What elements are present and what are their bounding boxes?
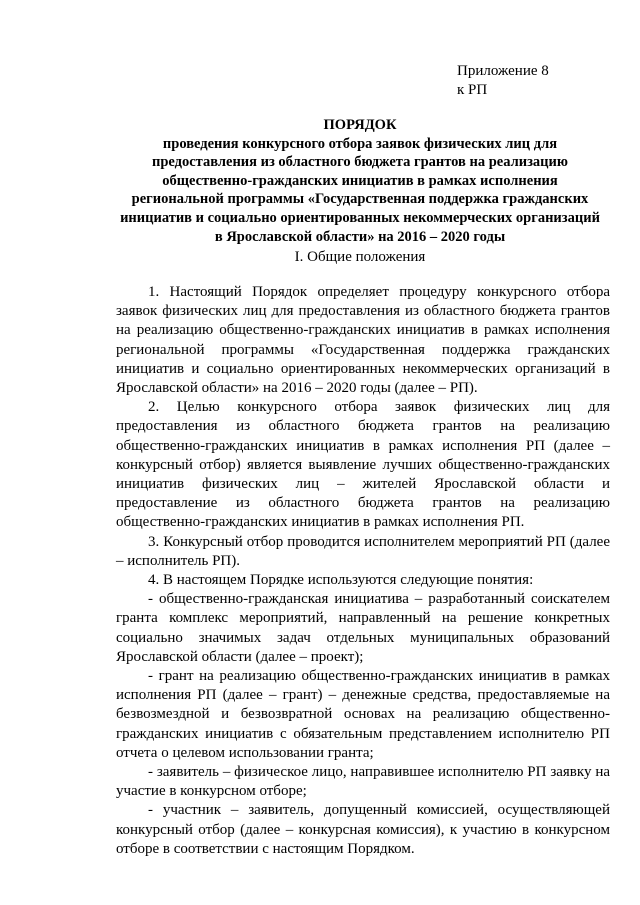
title-line-4: региональной программы «Государственная поддержка гражданских — [131, 191, 589, 208]
appendix-line-1: Приложение 8 — [457, 63, 549, 79]
document-body — [116, 283, 610, 859]
document-title — [100, 116, 620, 246]
title-line-2: предоставления из областного бюджета грантов на реализацию — [152, 154, 568, 171]
appendix-line-2: к РП — [457, 82, 488, 98]
definition-applicant: - заявитель – физическое лицо, направившее исполнителю РП заявку на участие в конкурсном отборе; — [116, 764, 610, 800]
title-line-6: в Ярославской области» на 2016 – 2020 годы — [214, 228, 506, 245]
appendix-note — [457, 62, 549, 100]
title-line-3: общественно-гражданских инициатив в рамках исполнения — [162, 172, 558, 189]
paragraph-2: 2. Целью конкурсного отбора заявок физических лиц для предоставления из областного бюджета грантов на реализацию общественно-гражданских инициатив в рамках исполнения РП (далее – конкурсный отбор) является выявление лучших общественно-гражданских инициатив физических лиц – жителей Ярославской области и предоставление из областного бюджета грантов на реализацию общественно-гражданских инициатив в рамках исполнения РП. — [116, 399, 610, 531]
definition-grant: - грант на реализацию общественно-гражданских инициатив в рамках исполнения РП (далее – грант) – денежные средства, предоставляемые на безвозмездной и безвозвратной основах на реализацию общественно-гражданских инициатив с обязательным представлением исполнителю РП отчета о целевом использовании гранта; — [116, 668, 610, 761]
section-heading: I. Общие положения — [294, 249, 426, 265]
paragraph-1: 1. Настоящий Порядок определяет процедуру конкурсного отбора заявок физических лиц для предоставления из областного бюджета грантов на реализацию общественно-гражданских инициатив в рамках исполнения региональной программы «Государственная поддержка гражданских инициатив и социально ориентированных некоммерческих организаций в Ярославской области» на 2016 – 2020 годы (далее – РП). — [116, 284, 610, 397]
definition-participant: - участник – заявитель, допущенный комиссией, осуществляющей конкурсный отбор (далее – конкурсная комиссия), к участию в конкурсном отборе в соответствии с настоящим Порядком. — [116, 802, 610, 857]
title-line-1: проведения конкурсного отбора заявок физических лиц для — [162, 135, 558, 152]
paragraph-4: 4. В настоящем Порядке используются следующие понятия: — [148, 572, 534, 589]
title-heading: ПОРЯДОК — [323, 117, 397, 133]
title-line-5: инициатив и социально ориентированных некоммерческих организаций — [120, 209, 600, 226]
paragraph-3: 3. Конкурсный отбор проводится исполнителем мероприятий РП (далее – исполнитель РП). — [116, 533, 610, 569]
definition-project: - общественно-гражданская инициатива – разработанный соискателем гранта комплекс мероприятий, направленный на решение конкретных социально значимых задач отдельных муниципальных образований Ярославской области (далее – проект); — [116, 591, 610, 665]
